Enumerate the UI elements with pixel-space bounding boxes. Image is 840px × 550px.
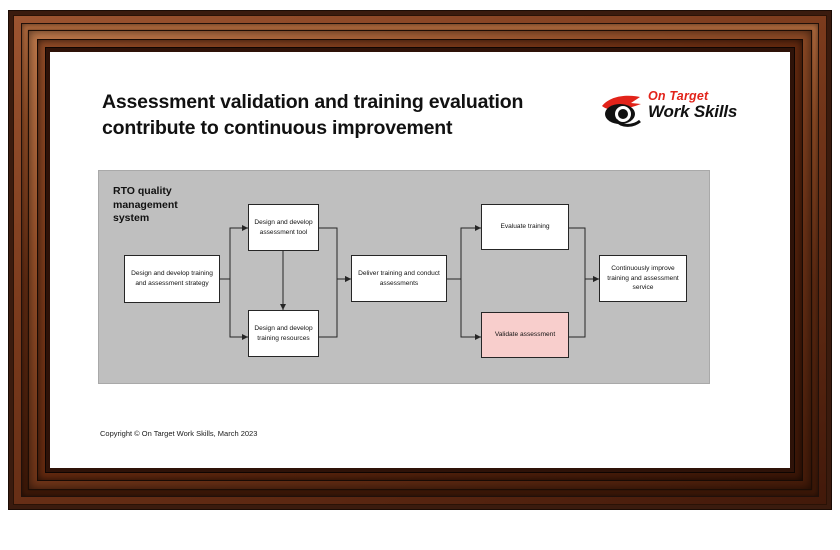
node-evaluate-training[interactable]: Evaluate training	[481, 204, 569, 250]
node-continuously-improve[interactable]: Continuously improve training and assessment service	[599, 255, 687, 302]
logo-text	[648, 90, 737, 121]
page-title	[102, 90, 582, 142]
page-title-line-1: Assessment validation and training evaluation	[102, 91, 524, 113]
node-strategy[interactable]: Design and develop training and assessment strategy	[124, 255, 220, 303]
logo-line-2: Work Skills	[648, 102, 738, 121]
diagram-container-label: RTO quality management system	[113, 185, 178, 225]
frame-ring-third	[28, 30, 812, 490]
node-validate-assessment[interactable]: Validate assessment	[481, 312, 569, 358]
frame-ring-second	[21, 23, 819, 497]
logo	[600, 88, 750, 134]
target-arrow-icon	[600, 90, 646, 128]
rto-quality-management-diagram	[98, 170, 710, 384]
frame-inner-bevel	[45, 47, 795, 473]
frame-ring-outer	[13, 15, 827, 505]
node-training-resources[interactable]: Design and develop training resources	[248, 310, 319, 357]
node-assessment-tool[interactable]: Design and develop assessment tool	[248, 204, 319, 251]
frame-ring-fourth	[37, 39, 803, 481]
copyright-notice: Copyright © On Target Work Skills, March 2023	[100, 429, 258, 438]
picture-frame	[8, 10, 832, 510]
node-deliver-training[interactable]: Deliver training and conduct assessments	[351, 255, 447, 302]
slide-canvas	[50, 52, 790, 468]
logo-line-1: On Target	[648, 89, 709, 103]
page-title-line-2: contribute to continuous improvement	[102, 116, 453, 139]
